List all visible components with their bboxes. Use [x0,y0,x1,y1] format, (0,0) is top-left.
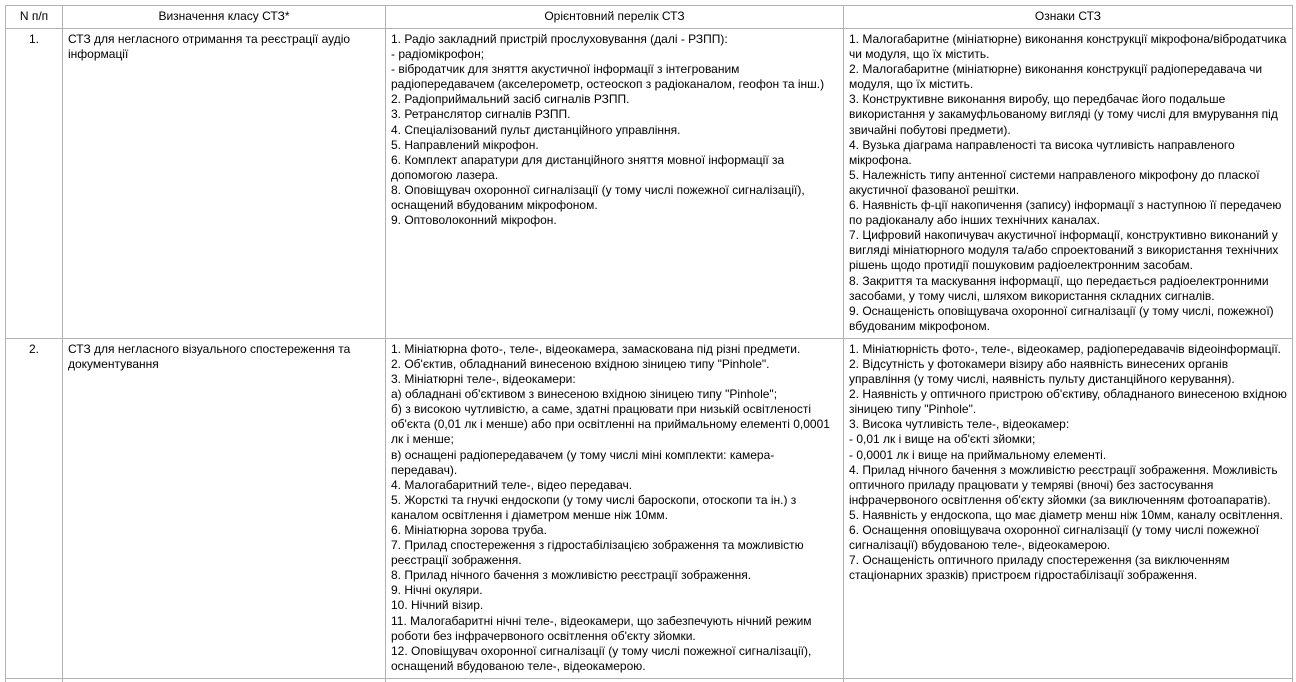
header-approx-list: Орієнтовний перелік СТЗ [386,6,844,29]
stz-list-cell [386,29,844,339]
list-item-line: б) з високою чутливістю, а саме, здатні працювати при низькій освітленості об'єкта (0,01 лк і менше) або при освітленні на приймальному елементі 0,0001 лк і менше; [391,402,830,447]
class-definition-cell: СТЗ для негласного отримання та реєстрації аудіо інформації [63,29,386,339]
stz-list-cell [386,338,844,678]
list-item-line: 5. Направлений мікрофон. [391,137,539,152]
list-item-line: 3. Мініатюрні теле-, відеокамери: [391,372,576,387]
list-item-line: 1. Мініатюрна фото-, теле-, відеокамера, замаскована під різні предмети. [391,341,801,356]
list-item-line: 8. Прилад нічного бачення з можливістю реєстрації зображення. [391,568,752,583]
table-row [6,29,1293,339]
list-item-line: 11. Малогабаритні нічні теле-, відеокамери, що забезпечують нічний режим роботи без інфрачервоного освітлення об'єкту зйомки. [391,613,812,643]
signs-item-line: 3. Висока чутливість теле-, відеокамер: [849,417,1070,432]
list-item-line: 12. Оповіщувач охоронної сигналізації (у тому числі пожежної сигналізації), оснащений вбудованою теле-, відеокамерою. [391,643,812,673]
list-item-line: 3. Ретранслятор сигналів РЗПП. [391,107,571,122]
list-item-line: 9. Оптоволоконний мікрофон. [391,213,557,228]
header-signs: Ознаки СТЗ [844,6,1293,29]
signs-item-line: 8. Закриття та маскування інформації, що передається радіоелектронними засобами, у тому числі, шляхом використання складних сигналів. [849,273,1269,303]
list-item-line: 8. Оповіщувач охоронної сигналізації (у тому числі пожежної сигналізації), оснащений вбудованим мікрофоном. [391,182,805,213]
table-row [6,678,1293,682]
signs-item-line: 5. Належність типу антенної системи направленого мікрофону до пласкої акустичної фазованої решітки. [849,167,1260,197]
signs-item-line: 2. Наявність у оптичного пристрою об'єктиву, обладнаного винесеною вхідною зіницею типу "Pinhole". [849,387,1287,417]
list-item-line: 4. Малогабаритний теле-, відео передавач. [391,477,633,492]
class-definition-cell [63,678,386,682]
row-number-cell: 1. [6,29,63,339]
stz-list-cell [386,678,844,682]
list-item-line: 2. Об'єктив, обладнаний винесеною вхідною зіницею типу "Pinhole". [391,356,770,371]
signs-item-line: 5. Наявність у ендоскопа, що має діаметр менш ніж 10мм, каналу освітлення. [849,507,1283,522]
signs-item-line: 6. Наявність ф-ції накопичення (запису) інформації з наступною її передачею по радіоканалу або інших технічних каналах. [849,198,1282,228]
signs-item-line: 6. Оснащення оповіщувача охоронної сигналізації (у тому числі пожежної сигналізації) вбудованою теле-, відеокамерою. [849,523,1260,553]
header-row [6,6,1293,29]
row-number-cell: 2. [6,338,63,678]
list-item-line: 9. Нічні окуляри. [391,583,483,598]
signs-item-line: 1. Мініатюрність фото-, теле-, відеокамер, радіопередавачів відеоінформації. [849,341,1281,356]
signs-item-line: - 0,0001 лк і вище на приймальному елементі. [849,447,1107,462]
signs-item-line: 4. Прилад нічного бачення з можливістю реєстрації зображення. Можливість оптичного приладу працювати у темряві (вночі) без застосування інфрачервоного освітлення об'єкту зйомки (за виключенням фотоапаратів). [849,462,1278,507]
list-item-line: 4. Спеціалізований пульт дистанційного управління. [391,122,681,137]
list-item-line: 10. Нічний візир. [391,598,484,613]
list-item-line: в) оснащені радіопередавачем (у тому числі міні комплекти: камера-передавач). [391,447,775,477]
list-item-line: 2. Радіоприймальний засіб сигналів РЗПП. [391,92,630,107]
signs-item-line: 2. Малогабаритне (мініатюрне) виконання конструкції радіопередавача чи модуля, що їх містить. [849,62,1263,92]
stz-classification-table [5,5,1293,682]
stz-signs-cell [844,29,1293,339]
class-definition-cell: СТЗ для негласного візуального спостереження та документування [63,338,386,678]
row-number-cell [6,678,63,682]
list-item-line: - вібродатчик для зняття акустичної інформації з інтегрованим радіопередавачем (акселерометр, остеоскоп з радіоканалом, геофон та інш.) [391,62,825,92]
list-item-line: - радіомікрофон; [391,47,485,62]
signs-item-line: - 0,01 лк і вище на об'єкті зйомки; [849,432,1036,447]
signs-item-line: 7. Оснащеність оптичного приладу спостереження (за виключенням стаціонарних зразків) пристроєм гідростабілізації зображення. [849,553,1230,583]
stz-signs-cell [844,338,1293,678]
signs-item-line: 1. Малогабаритне (мініатюрне) виконання конструкції мікрофона/вібродатчика чи модуля, що їх містить. [849,32,1287,62]
list-item-line: 6. Комплект апаратури для дистанційного зняття мовної інформації за допомогою лазера. [391,152,785,182]
signs-item-line: 9. Оснащеність оповіщувача охоронної сигналізації (у тому числі, пожежної) вбудованим мікрофоном. [849,303,1274,333]
header-class-definition: Визначення класу СТЗ* [63,6,386,29]
list-item-line: а) обладнані об'єктивом з винесеною вхідною зіницею типу "Pinhole"; [391,387,778,402]
signs-item-line: 7. Цифровий накопичувач акустичної інформації, конструктивно виконаний у вигляді мініатюрного модуля та/або спроектований з використання технічних рішень щодо протидії пошуковим радіоелектронним засобам. [849,228,1279,273]
list-item-line: 7. Прилад спостереження з гідростабілізацією зображення та можливістю реєстрації зображення. [391,538,804,568]
header-num: N п/п [6,6,63,29]
signs-item-line: 3. Конструктивне виконання виробу, що передбачає його подальше використання у закамуфльованому вигляді (у тому числі для вмурування під звичайні побутові предмети). [849,92,1278,137]
table-row [6,338,1293,678]
list-item-line: 5. Жорсткі та гнучкі ендоскопи (у тому числі бароскопи, отоскопи та ін.) з каналом освітлення і діаметром менше ніж 10мм. [391,492,797,522]
signs-item-line: 2. Відсутність у фотокамери візиру або наявність винесених органів управління (у тому числі, наявність пульту дистанційного керування). [849,356,1235,387]
list-item-line: 6. Мініатюрна зорова труба. [391,523,547,537]
signs-item-line: 4. Вузька діаграма направленості та висока чутливість направленого мікрофона. [849,137,1235,167]
stz-signs-cell [844,678,1293,682]
list-item-line: 1. Радіо закладний пристрій прослуховування (далі - РЗПП): [391,32,728,46]
